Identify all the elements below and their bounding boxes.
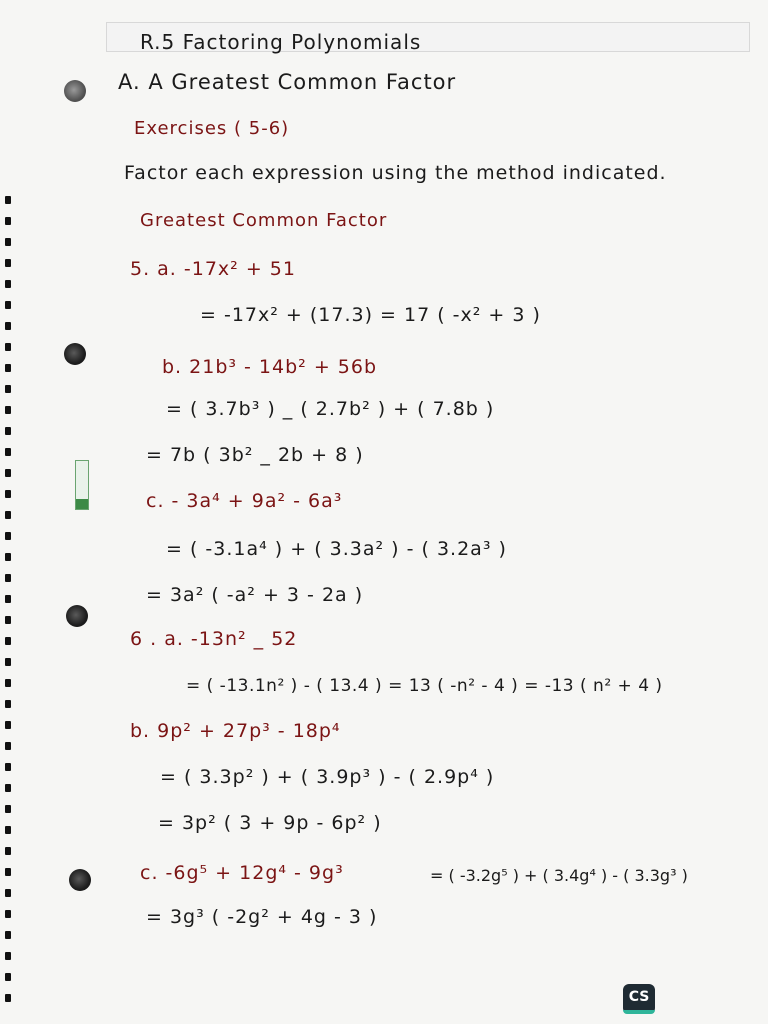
spiral-mark [5, 679, 11, 687]
spiral-mark [5, 616, 11, 624]
spiral-mark [5, 259, 11, 267]
spiral-mark [5, 910, 11, 918]
punch-hole [64, 80, 86, 102]
spiral-mark [5, 532, 11, 540]
spiral-mark [5, 511, 11, 519]
problem-5a-step: = -17x² + (17.3) = 17 ( -x² + 3 ) [200, 304, 541, 326]
section-heading: A. A Greatest Common Factor [118, 70, 457, 94]
problem-6a: 6 . a. -13n² _ 52 [130, 628, 298, 650]
spiral-mark [5, 826, 11, 834]
problem-5c-step-2: = 3a² ( -a² + 3 - 2a ) [146, 584, 364, 606]
spiral-mark [5, 721, 11, 729]
spiral-mark [5, 238, 11, 246]
punch-hole [66, 605, 88, 627]
problem-5b-step-1: = ( 3.7b³ ) _ ( 2.7b² ) + ( 7.8b ) [166, 398, 495, 420]
spiral-mark [5, 595, 11, 603]
camscanner-logo-text: CS [628, 989, 650, 1005]
spiral-mark [5, 952, 11, 960]
problem-6c: c. -6g⁵ + 12g⁴ - 9g³ [140, 862, 344, 884]
spiral-mark [5, 469, 11, 477]
problem-6c-step-2: = 3g³ ( -2g² + 4g - 3 ) [146, 906, 378, 928]
spiral-mark [5, 280, 11, 288]
punch-hole [64, 343, 86, 365]
problem-6b: b. 9p² + 27p³ - 18p⁴ [130, 720, 341, 742]
spiral-mark [5, 322, 11, 330]
spiral-mark [5, 700, 11, 708]
spiral-mark [5, 574, 11, 582]
spiral-mark [5, 490, 11, 498]
spiral-mark [5, 805, 11, 813]
spiral-mark [5, 889, 11, 897]
spiral-mark [5, 427, 11, 435]
problem-6b-step-2: = 3p² ( 3 + 9p - 6p² ) [158, 812, 382, 834]
spiral-mark [5, 637, 11, 645]
spiral-mark [5, 448, 11, 456]
instructions-text: Factor each expression using the method indicated. [124, 162, 667, 184]
spiral-mark [5, 784, 11, 792]
spiral-mark [5, 763, 11, 771]
spiral-mark [5, 994, 11, 1002]
spiral-mark [5, 742, 11, 750]
punch-hole [69, 869, 91, 891]
problem-5b-step-2: = 7b ( 3b² _ 2b + 8 ) [146, 444, 364, 466]
spiral-mark [5, 931, 11, 939]
method-label: Greatest Common Factor [140, 210, 388, 231]
spiral-mark [5, 658, 11, 666]
problem-6c-step-1: = ( -3.2g⁵ ) + ( 3.4g⁴ ) - ( 3.3g³ ) [430, 866, 688, 885]
notebook-label-sticker [75, 460, 89, 510]
problem-5c-step-1: = ( -3.1a⁴ ) + ( 3.3a² ) - ( 3.2a³ ) [166, 538, 507, 560]
spiral-mark [5, 847, 11, 855]
spiral-mark [5, 868, 11, 876]
problem-5a: 5. a. -17x² + 51 [130, 258, 296, 280]
exercises-label: Exercises ( 5-6) [134, 118, 290, 139]
spiral-mark [5, 217, 11, 225]
spiral-mark [5, 343, 11, 351]
spiral-mark [5, 364, 11, 372]
spiral-mark [5, 406, 11, 414]
spiral-mark [5, 553, 11, 561]
spiral-mark [5, 301, 11, 309]
spiral-mark [5, 385, 11, 393]
problem-5b: b. 21b³ - 14b² + 56b [162, 356, 378, 378]
camscanner-logo [623, 984, 655, 1014]
problem-5c: c. - 3a⁴ + 9a² - 6a³ [146, 490, 343, 512]
spiral-mark [5, 973, 11, 981]
spiral-mark [5, 196, 11, 204]
problem-6a-step: = ( -13.1n² ) - ( 13.4 ) = 13 ( -n² - 4 ) = -13 ( n² + 4 ) [186, 676, 663, 696]
problem-6b-step-1: = ( 3.3p² ) + ( 3.9p³ ) - ( 2.9p⁴ ) [160, 766, 495, 788]
page-title: R.5 Factoring Polynomials [140, 30, 422, 54]
